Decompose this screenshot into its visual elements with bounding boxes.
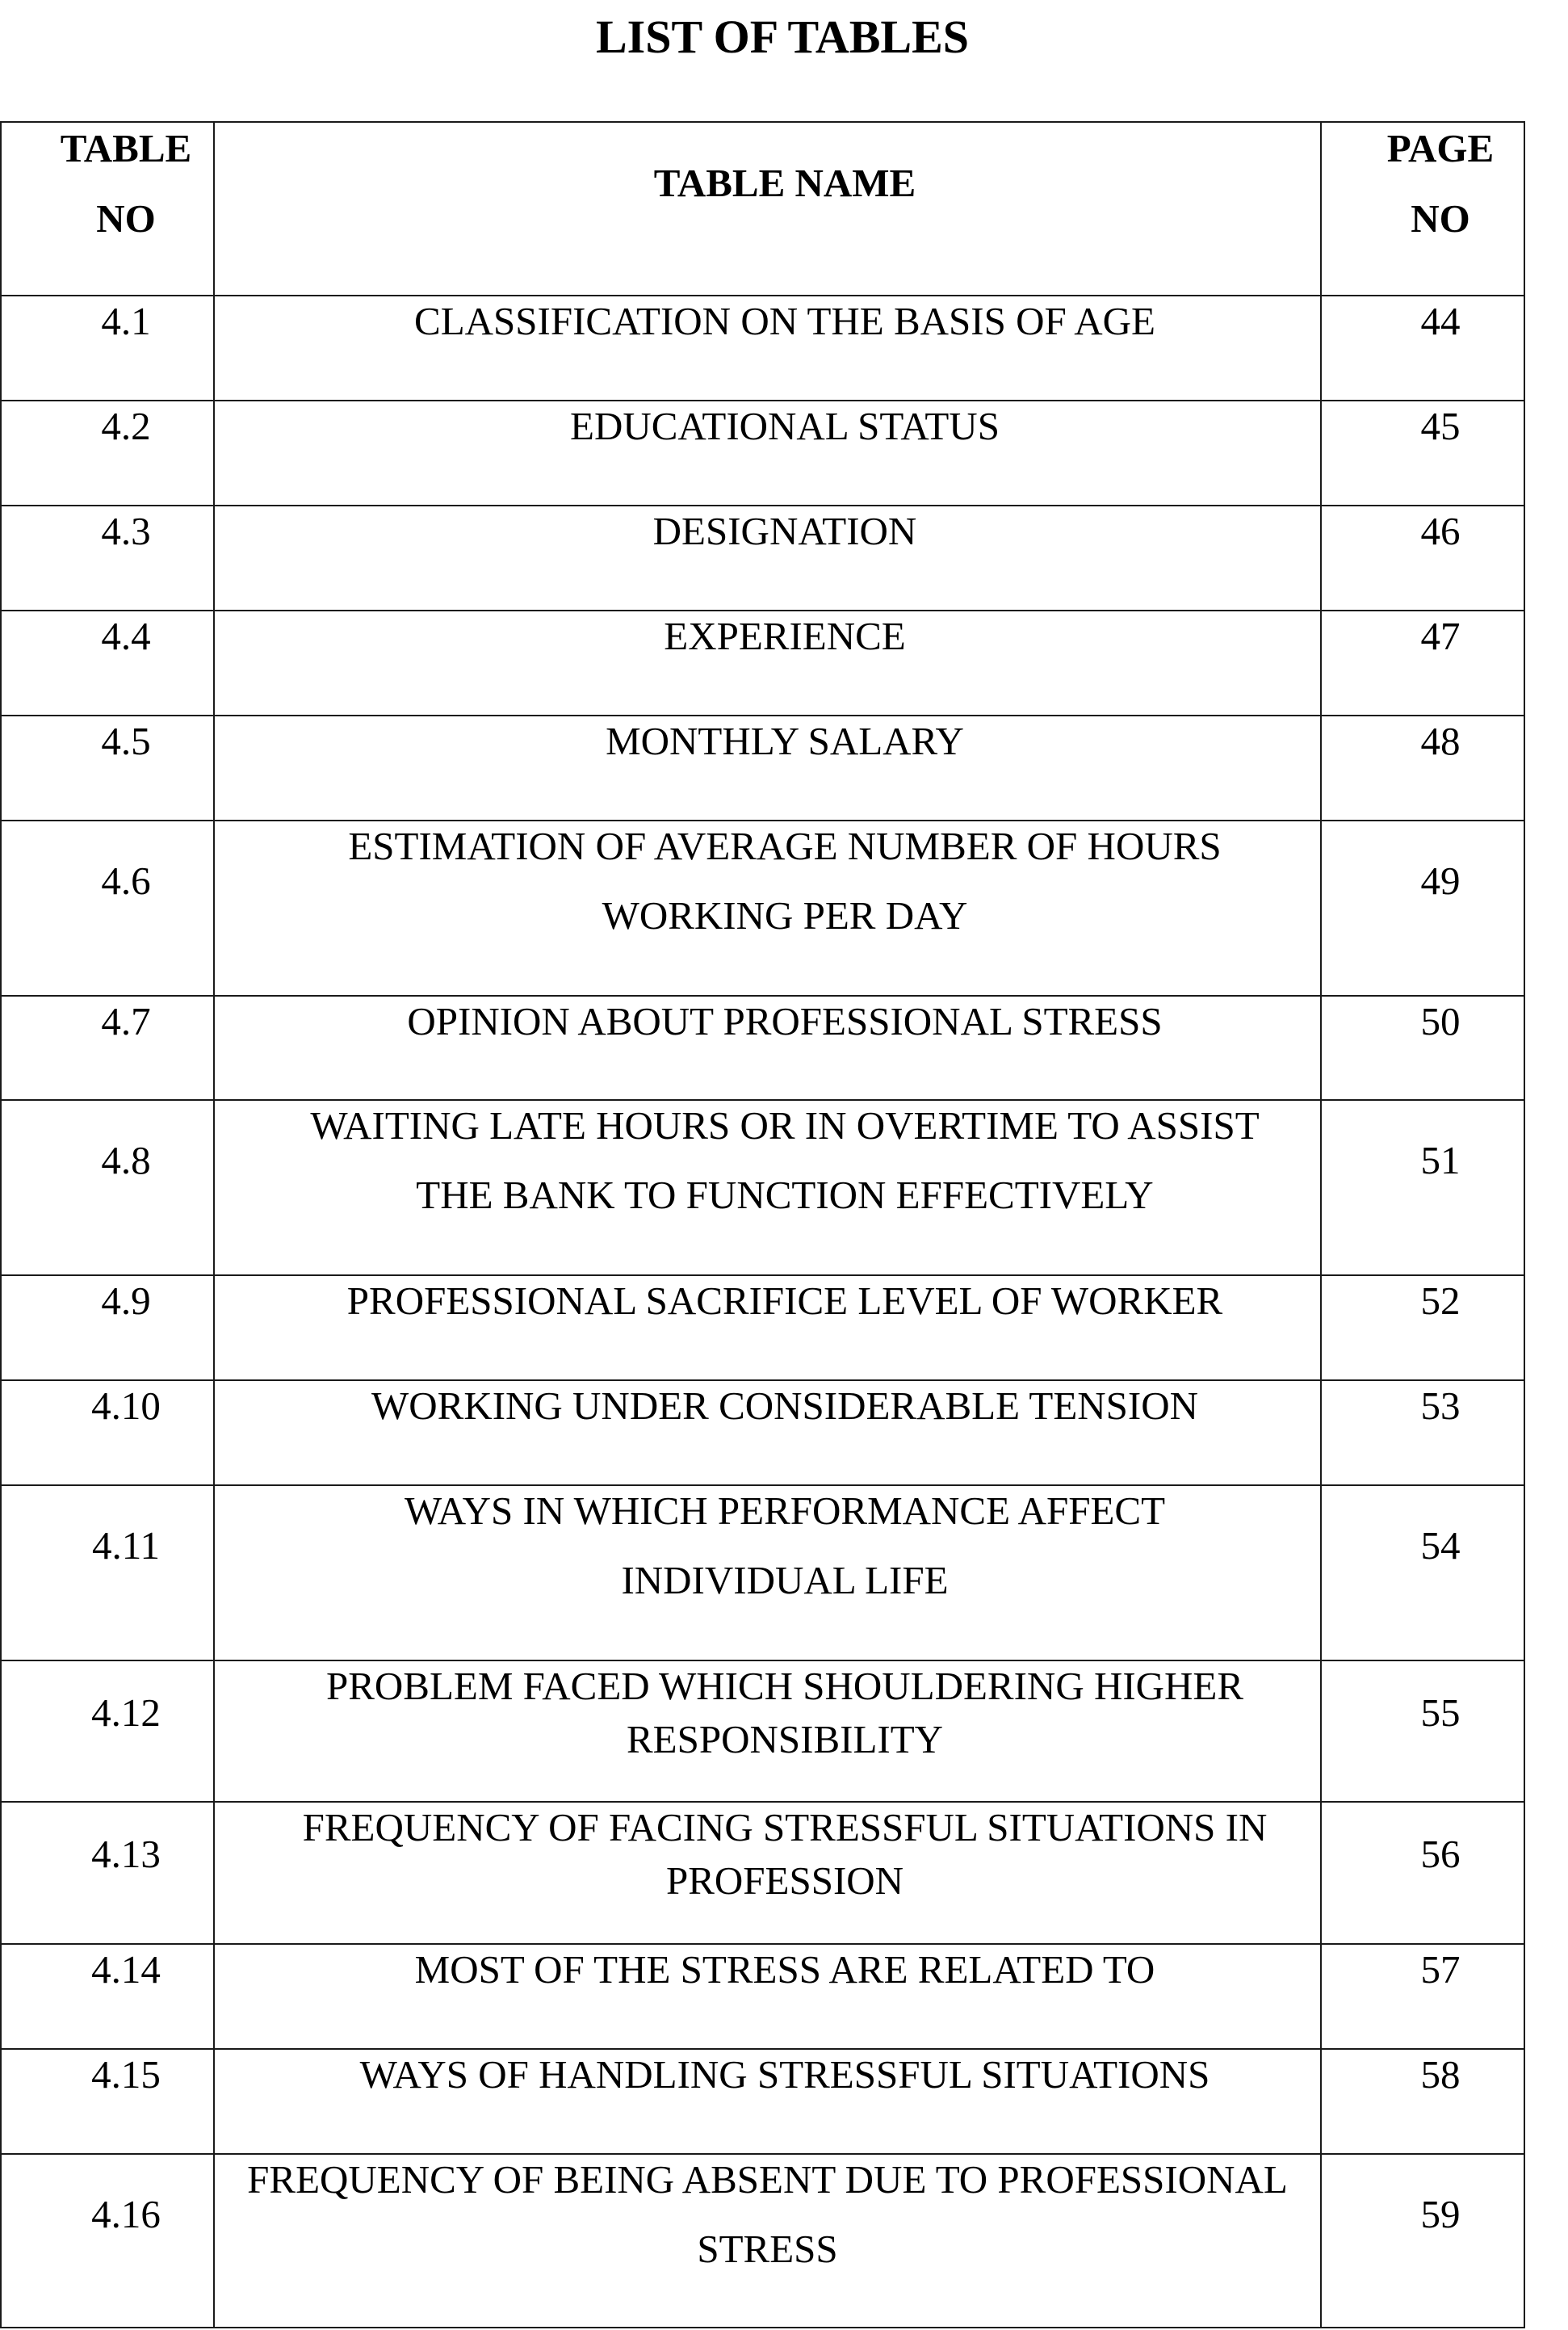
page-number-cell (1322, 1486, 1525, 1661)
table-name-line: WAYS IN WHICH PERFORMANCE AFFECT (404, 1488, 1166, 1533)
page-number-cell (1322, 2050, 1525, 2155)
table-number: 4.2 (101, 404, 151, 448)
header-table-name (215, 123, 1322, 296)
page-number-cell (1322, 401, 1525, 506)
table-name-cell (215, 1803, 1322, 1945)
list-of-tables (0, 121, 1525, 2328)
table-number: 4.6 (101, 859, 151, 903)
page-number-cell (1322, 716, 1525, 821)
table-number-cell (2, 1661, 215, 1803)
page-number: 44 (1420, 299, 1461, 343)
table-name-line: INDIVIDUAL LIFE (621, 1558, 949, 1602)
table-name-line: EXPERIENCE (664, 614, 906, 658)
page-number: 55 (1420, 1690, 1461, 1735)
table-name-cell (215, 716, 1322, 821)
header-table-no-line: TABLE (60, 126, 192, 170)
table-name-line: MONTHLY SALARY (606, 719, 964, 763)
table-name-line: WAYS OF HANDLING STRESSFUL SITUATIONS (359, 2052, 1210, 2097)
table-number-cell (2, 821, 215, 997)
table-name-line: OPINION ABOUT PROFESSIONAL STRESS (407, 999, 1163, 1043)
table-number-cell (2, 2155, 215, 2328)
page-number: 54 (1420, 1523, 1461, 1568)
table-name-line: FREQUENCY OF BEING ABSENT DUE TO PROFESSIONAL (247, 2157, 1288, 2202)
table-name-cell (215, 1661, 1322, 1803)
page-number-cell (1322, 1803, 1525, 1945)
table-name-cell (215, 296, 1322, 401)
table-number: 4.4 (101, 614, 151, 658)
table-number: 4.14 (91, 1947, 161, 1992)
table-number-cell (2, 506, 215, 611)
header-page-no-line: PAGE (1386, 126, 1495, 170)
table-name-line: DESIGNATION (652, 509, 917, 553)
table-name-cell (215, 401, 1322, 506)
table-number-cell (2, 2050, 215, 2155)
page-number-cell (1322, 296, 1525, 401)
table-name-cell (215, 1486, 1322, 1661)
table-name-line: STRESS (697, 2227, 838, 2271)
table-number-cell (2, 1803, 215, 1945)
table-number-cell (2, 1486, 215, 1661)
table-name-line: PROFESSIONAL SACRIFICE LEVEL OF WORKER (346, 1278, 1223, 1323)
table-name-line: CLASSIFICATION ON THE BASIS OF AGE (414, 299, 1155, 343)
page-number-cell (1322, 1276, 1525, 1381)
table-number: 4.5 (101, 719, 151, 763)
page-number: 50 (1420, 999, 1461, 1043)
page-number-cell (1322, 821, 1525, 997)
page-number: 59 (1420, 2192, 1461, 2236)
table-number-cell (2, 1381, 215, 1486)
table-number: 4.7 (101, 999, 151, 1043)
table-number: 4.11 (92, 1523, 160, 1568)
page-number: 52 (1420, 1278, 1461, 1323)
table-number: 4.16 (91, 2192, 161, 2236)
table-number-cell (2, 1945, 215, 2050)
table-name-cell (215, 1101, 1322, 1276)
table-name-line: THE BANK TO FUNCTION EFFECTIVELY (416, 1173, 1154, 1217)
table-name-cell (215, 997, 1322, 1101)
table-number: 4.8 (101, 1138, 151, 1182)
table-name-cell (215, 1276, 1322, 1381)
table-name-line: PROBLEM FACED WHICH SHOULDERING HIGHER (325, 1664, 1244, 1708)
table-number: 4.1 (101, 299, 151, 343)
page-number: 46 (1420, 509, 1461, 553)
table-name-line: MOST OF THE STRESS ARE RELATED TO (414, 1947, 1155, 1992)
page-number: 49 (1420, 859, 1461, 903)
table-number-cell (2, 716, 215, 821)
table-name-cell (215, 1945, 1322, 2050)
table-number: 4.3 (101, 509, 151, 553)
page-number-cell (1322, 506, 1525, 611)
table-number-cell (2, 1101, 215, 1276)
table-number-cell (2, 296, 215, 401)
page-title: LIST OF TABLES (595, 10, 970, 63)
page-number: 56 (1420, 1832, 1461, 1876)
page-number: 57 (1420, 1947, 1461, 1992)
header-table-name-label: TABLE NAME (653, 161, 916, 205)
page-number: 47 (1420, 614, 1461, 658)
table-name-cell (215, 1381, 1322, 1486)
table-name-cell (215, 821, 1322, 997)
header-page-no-line: NO (1411, 196, 1470, 241)
table-name-line: WORKING UNDER CONSIDERABLE TENSION (371, 1383, 1198, 1428)
table-number: 4.9 (101, 1278, 151, 1323)
table-name-line: ESTIMATION OF AVERAGE NUMBER OF HOURS (348, 824, 1222, 868)
table-name-cell (215, 2050, 1322, 2155)
table-name-line: WAITING LATE HOURS OR IN OVERTIME TO ASSIST (310, 1103, 1260, 1148)
table-number: 4.10 (91, 1383, 161, 1428)
table-name-cell (215, 611, 1322, 716)
page-number-cell (1322, 2155, 1525, 2328)
page-number-cell (1322, 1661, 1525, 1803)
table-name-cell (215, 2155, 1322, 2328)
table-number-cell (2, 997, 215, 1101)
table-name-line: WORKING PER DAY (602, 893, 968, 938)
table-name-line: FREQUENCY OF FACING STRESSFUL SITUATIONS IN (302, 1805, 1268, 1849)
table-number-cell (2, 401, 215, 506)
header-table-no (2, 123, 215, 296)
table-name-line: EDUCATIONAL STATUS (570, 404, 1000, 448)
page-number: 53 (1420, 1383, 1461, 1428)
page-number: 48 (1420, 719, 1461, 763)
table-number: 4.13 (91, 1832, 161, 1876)
page-number-cell (1322, 997, 1525, 1101)
table-name-cell (215, 506, 1322, 611)
table-name-line: PROFESSION (665, 1858, 904, 1903)
page-number-cell (1322, 611, 1525, 716)
header-table-no-line: NO (96, 196, 156, 241)
header-page-no (1322, 123, 1525, 296)
page-number-cell (1322, 1381, 1525, 1486)
table-number: 4.12 (91, 1690, 161, 1735)
table-number: 4.15 (91, 2052, 161, 2097)
table-number-cell (2, 1276, 215, 1381)
page-number: 45 (1420, 404, 1461, 448)
page-number: 51 (1420, 1138, 1461, 1182)
page-number-cell (1322, 1101, 1525, 1276)
page-number: 58 (1420, 2052, 1461, 2097)
page-number-cell (1322, 1945, 1525, 2050)
table-number-cell (2, 611, 215, 716)
table-name-line: RESPONSIBILITY (626, 1717, 944, 1761)
